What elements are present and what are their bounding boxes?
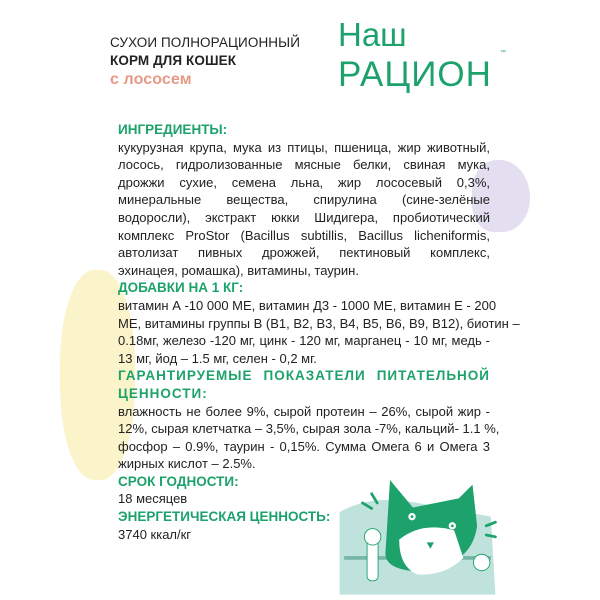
additives-line: 13 мг, йод – 1.5 мг, селен - 0,2 мг. bbox=[118, 350, 317, 366]
nutrition-heading-line2: ЦЕННОСТИ: bbox=[118, 385, 208, 401]
additives-line: 0.18мг, железо -120 мг, цинк - 120 мг, марганец - 10 мг, медь - bbox=[118, 333, 490, 349]
nutrition-line: 12%, сырая клетчатка – 3,5%, сырая зола -7%, кальций- 1.1 %, bbox=[118, 421, 500, 437]
nutrition-line: влажность не более 9%, сырой протеин – 26%, сырой жир - bbox=[118, 403, 490, 419]
ingredients-line: эхинацея, ромашка), витамины, таурин. bbox=[118, 262, 359, 278]
nutrition-line: жирных кислот – 2.5%. bbox=[118, 456, 256, 472]
cat-illustration bbox=[335, 470, 500, 600]
energy-heading: ЭНЕРГЕТИЧЕСКАЯ ЦЕННОСТЬ: bbox=[118, 509, 331, 525]
ingredients-line: дрожжи сухие, семена льна, жир лососевый 0,3%, bbox=[118, 174, 490, 190]
brand-logo-line1: Наш bbox=[338, 16, 407, 53]
ingredients-heading: ИНГРЕДИЕНТЫ: bbox=[118, 122, 228, 137]
shelf-life-value: 18 месяцев bbox=[118, 491, 188, 507]
additives-line: МЕ, витамины группы В (В1, В2, В3, В4, В5, В6, В9, В12), биотин – bbox=[118, 315, 520, 331]
nutrition-line: фосфор – 0.9%, таурин - 0,15%. Сумма Омега 6 и Омега 3 bbox=[118, 438, 490, 454]
brand-logo-line2: РАЦИОН bbox=[338, 55, 492, 94]
ingredients-line: комплекс ProStor (Bacillus subtillis, Bacillus licheniformis, bbox=[118, 227, 490, 243]
additives-line: витамин А -10 000 МЕ, витамин Д3 - 1000 МЕ, витамин Е - 200 bbox=[118, 297, 497, 313]
product-flavor: с лососем bbox=[110, 71, 192, 88]
ingredients-line: кукурузная крупа, мука из птицы, пшеница, жир животный, bbox=[118, 139, 490, 155]
ingredients-line: лосось, гидролизованные мясные белки, свиная мука, bbox=[118, 157, 490, 173]
nutrition-heading-line1: ГАРАНТИРУЕМЫЕ ПОКАЗАТЕЛИ ПИТАТЕЛЬНОЙ bbox=[118, 368, 490, 384]
energy-value: 3740 ккал/кг bbox=[118, 526, 192, 542]
additives-heading: ДОБАВКИ НА 1 КГ: bbox=[118, 280, 244, 296]
shelf-life-heading: СРОК ГОДНОСТИ: bbox=[118, 473, 239, 489]
ingredients-line: водоросли), экстракт юкки Шидигера, пробиотический bbox=[118, 209, 490, 225]
ingredients-line: автолизат пивных дрожжей, пектиновый комплекс, bbox=[118, 245, 490, 261]
product-type-line1: СУХОИ ПОЛНОРАЦИОННЫЙ bbox=[110, 35, 300, 50]
ingredients-line: минеральные вещества, спирулина (сине-зелёные bbox=[118, 192, 490, 208]
trademark-sign: ™ bbox=[500, 50, 506, 56]
product-type-line2: КОРМ ДЛЯ КОШЕК bbox=[110, 53, 237, 68]
